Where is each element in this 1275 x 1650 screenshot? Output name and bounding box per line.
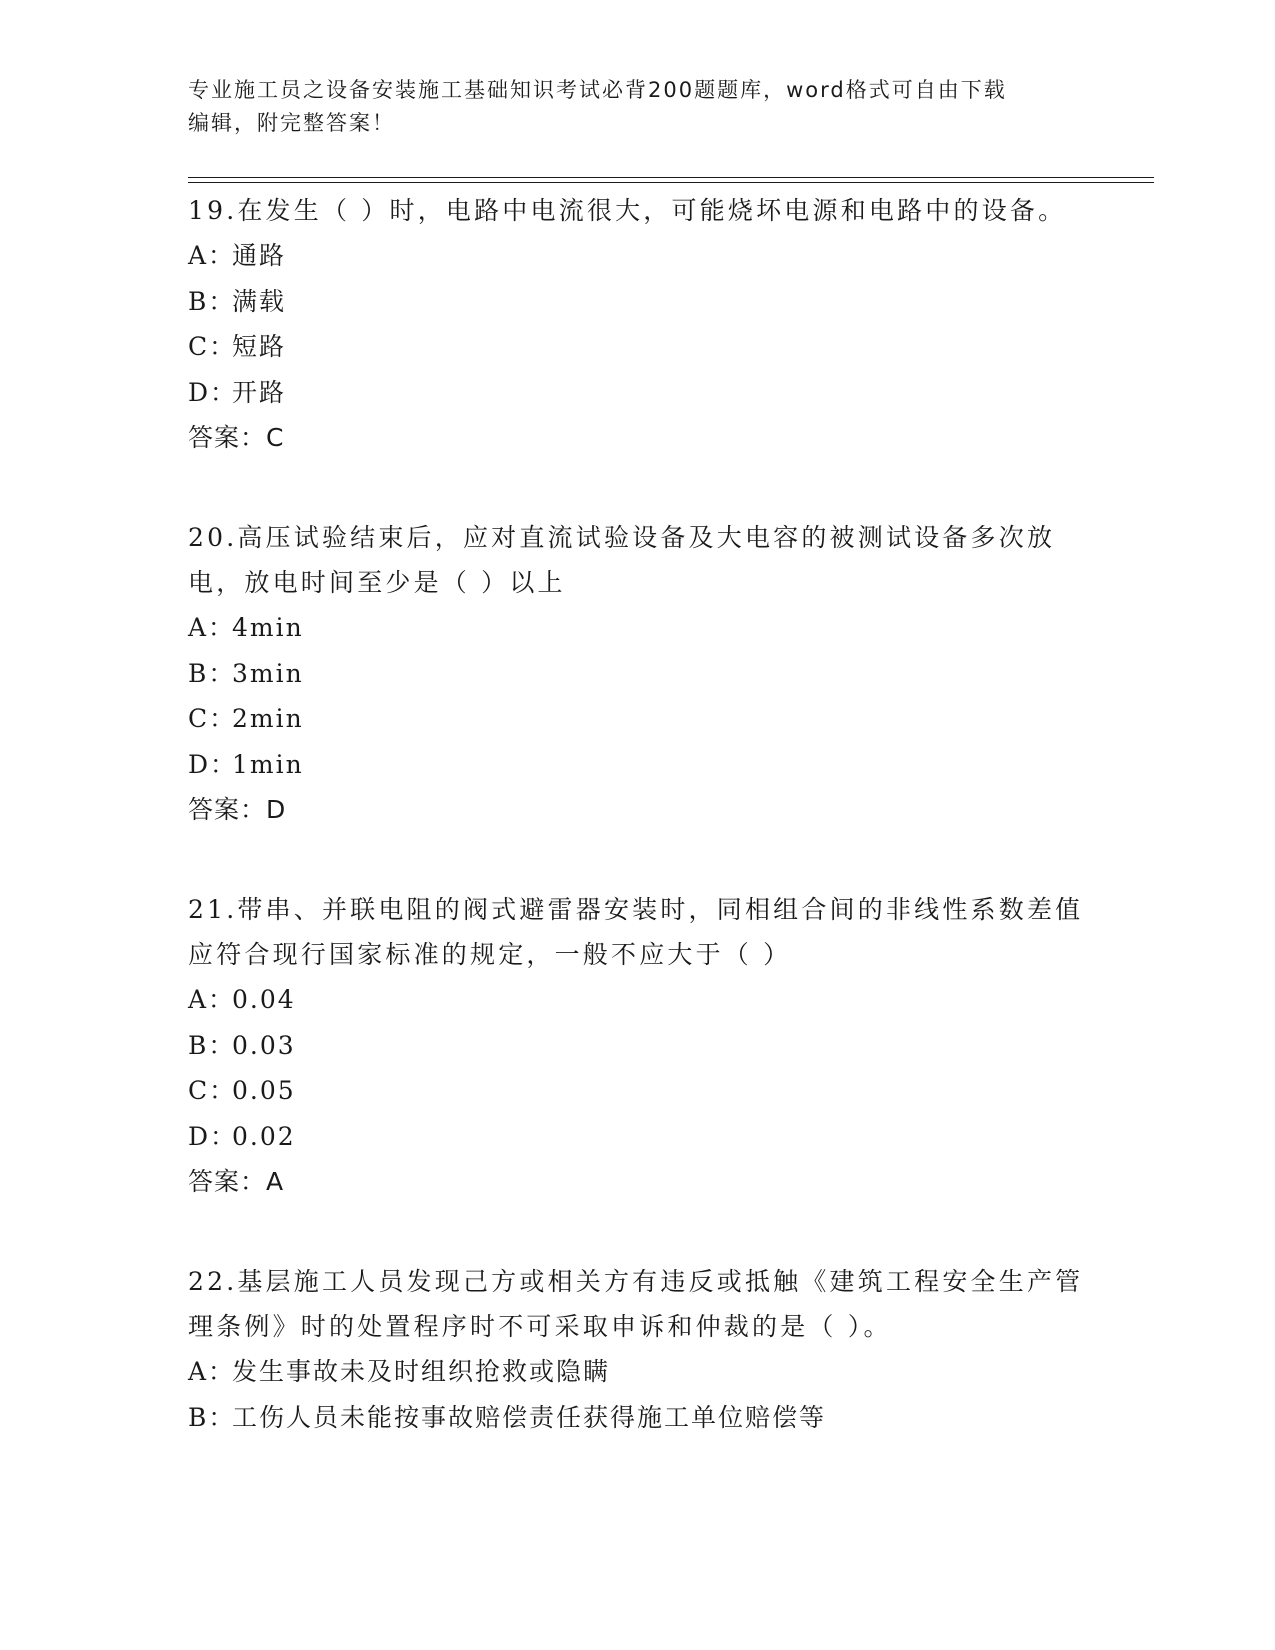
option-b	[188, 1023, 1088, 1069]
option-b	[188, 1395, 1088, 1441]
option-text: 工伤人员未能按事故赔偿责任获得施工单位赔偿等	[232, 1402, 827, 1432]
option-letter: B：	[188, 1402, 236, 1432]
document-header	[188, 74, 1068, 140]
option-text: 0.02	[232, 1121, 296, 1151]
option-letter: A：	[188, 241, 236, 270]
question-20	[188, 515, 1088, 833]
option-letter: D：	[188, 749, 238, 779]
option-b	[188, 279, 1088, 325]
option-text: 3min	[232, 658, 304, 688]
option-letter: D：	[188, 377, 238, 407]
option-d	[188, 742, 1088, 788]
option-letter: B：	[188, 1030, 236, 1060]
question-stem: 22.基层施工人员发现己方或相关方有违反或抵触《建筑工程安全生产管理条例》时的处置程序时不可采取申诉和仲裁的是（ ）。	[188, 1267, 1084, 1341]
option-a	[188, 1349, 1088, 1395]
option-letter: C：	[188, 1076, 237, 1105]
option-a	[188, 605, 1088, 651]
question-list	[188, 188, 1088, 1494]
option-letter: A：	[188, 1357, 236, 1386]
question-stem: 20.高压试验结束后，应对直流试验设备及大电容的被测试设备多次放电，放电时间至少是（ ）以上	[188, 523, 1056, 597]
option-text: 1min	[232, 749, 304, 779]
header-divider-bottom	[188, 182, 1154, 183]
answer-line: 答案：D	[188, 795, 287, 824]
option-text: 4min	[232, 613, 304, 642]
option-letter: A：	[188, 613, 236, 642]
option-text: 0.05	[232, 1076, 296, 1105]
option-letter: C：	[188, 704, 237, 733]
answer-line: 答案：A	[188, 1167, 285, 1196]
option-letter: D：	[188, 1121, 238, 1151]
answer-line: 答案：C	[188, 423, 285, 452]
option-text: 0.04	[232, 985, 296, 1014]
option-text: 满载	[232, 286, 287, 316]
question-stem: 19.在发生（ ）时，电路中电流很大，可能烧坏电源和电路中的设备。	[188, 196, 1067, 225]
question-22	[188, 1259, 1088, 1440]
option-a	[188, 977, 1088, 1023]
header-line-1: 专业施工员之设备安装施工基础知识考试必背200题题库，word格式可自由下载	[188, 78, 1007, 102]
option-c	[188, 1068, 1088, 1114]
option-letter: C：	[188, 332, 237, 361]
option-a	[188, 233, 1088, 279]
option-letter: B：	[188, 286, 236, 316]
option-text: 通路	[232, 241, 287, 270]
header-line-2: 编辑，附完整答案！	[188, 111, 395, 135]
option-text: 短路	[232, 332, 287, 361]
option-c	[188, 324, 1088, 370]
option-letter: B：	[188, 658, 236, 688]
option-text: 发生事故未及时组织抢救或隐瞒	[232, 1357, 611, 1386]
option-text: 2min	[232, 704, 304, 733]
question-21	[188, 887, 1088, 1205]
option-d	[188, 370, 1088, 416]
header-divider-top	[188, 177, 1154, 178]
option-b	[188, 651, 1088, 697]
question-19	[188, 188, 1088, 461]
option-c	[188, 696, 1088, 742]
question-stem: 21.带串、并联电阻的阀式避雷器安装时，同相组合间的非线性系数差值应符合现行国家标准的规定，一般不应大于（ ）	[188, 895, 1084, 969]
option-text: 开路	[232, 377, 287, 407]
option-d	[188, 1114, 1088, 1160]
option-text: 0.03	[232, 1030, 296, 1060]
option-letter: A：	[188, 985, 236, 1014]
